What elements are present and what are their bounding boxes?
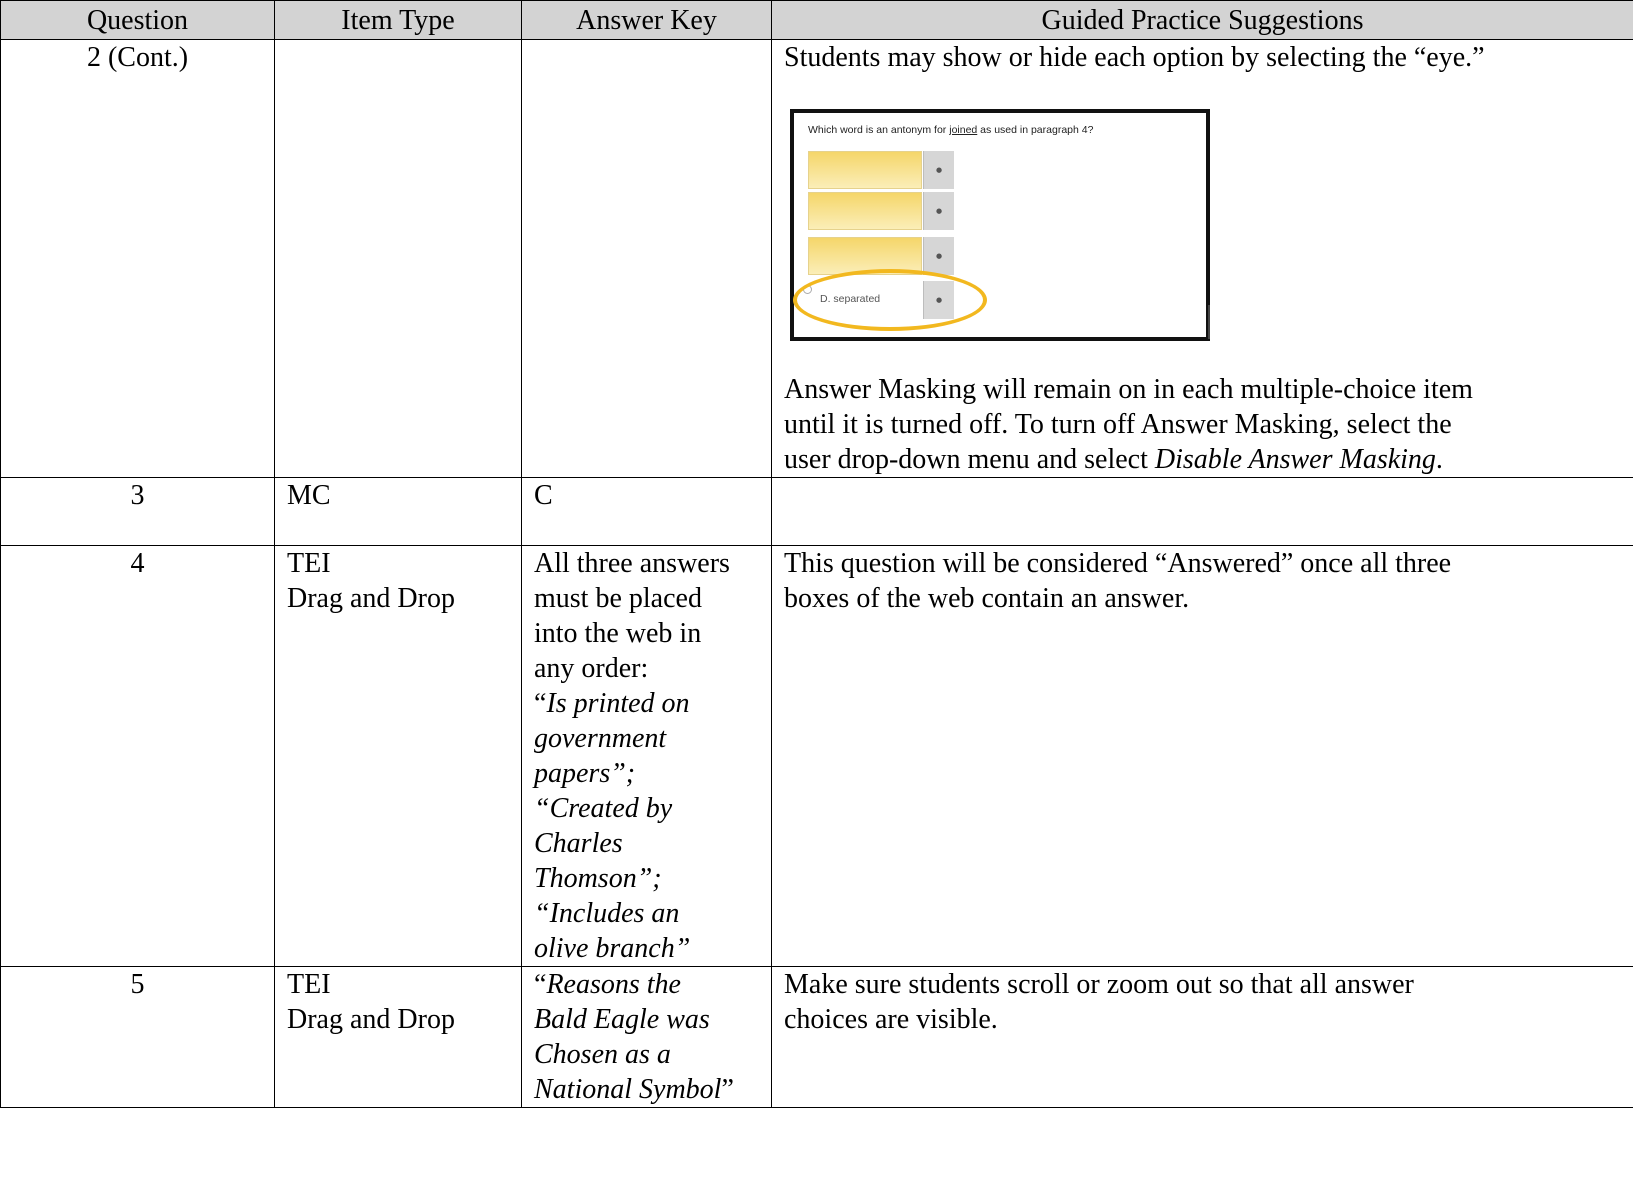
header-question: Question [1, 1, 275, 40]
answer-masking-screenshot [790, 109, 1212, 344]
answer-key-cell: “Reasons the Bald Eagle was Chosen as a National Symbol” [522, 967, 772, 1108]
answer-key-cell: All three answers must be placed into the web in any order: “Is printed on government papers”; “Created by Charles Thomson”; “Includes an olive branch” [522, 546, 772, 967]
guided-cell [772, 478, 1633, 546]
item-type-cell [275, 40, 522, 478]
table-row-4 [1, 546, 1633, 967]
answer-key-cell [522, 40, 772, 478]
question-number: 3 [1, 478, 275, 546]
item-type-cell: MC [275, 478, 522, 546]
option-mask-bar [808, 151, 922, 189]
item-type-cell: TEI Drag and Drop [275, 967, 522, 1108]
disable-answer-masking-text: Disable Answer Masking [1154, 444, 1436, 475]
text-cursor [1208, 305, 1210, 339]
masked-option-b [808, 192, 954, 230]
highlight-ellipse [793, 269, 987, 331]
option-mask-bar [808, 192, 922, 230]
guided-after-line-1: Answer Masking will remain on in each multiple-choice item [784, 374, 1473, 405]
header-guided-practice: Guided Practice Suggestions [772, 1, 1633, 40]
screenshot-question: Which word is an antonym for joined as used in paragraph 4? [808, 124, 1094, 136]
guided-cell [772, 40, 1633, 478]
option-d-label: D. separated [820, 293, 881, 305]
table-row-3 [1, 478, 1633, 546]
header-item-type: Item Type [275, 1, 522, 40]
guided-intro-text: Students may show or hide each option by selecting the “eye.” [784, 42, 1485, 73]
item-type-cell: TEI Drag and Drop [275, 546, 522, 967]
question-number: 5 [1, 967, 275, 1108]
header-answer-key: Answer Key [522, 1, 772, 40]
guided-after-line-3: user drop-down menu and select Disable Answer Masking. [784, 444, 1443, 475]
table-row-2-cont [1, 40, 1633, 478]
eye-icon: ● [923, 151, 954, 189]
guided-cell: This question will be considered “Answered” once all three boxes of the web contain an answer. [772, 546, 1633, 967]
question-number: 2 (Cont.) [1, 40, 275, 478]
masked-option-a [808, 151, 954, 189]
guided-cell: Make sure students scroll or zoom out so that all answer choices are visible. [772, 967, 1633, 1108]
guided-after-line-2: until it is turned off. To turn off Answer Masking, select the [784, 409, 1452, 440]
answer-key-cell: C [522, 478, 772, 546]
question-number: 4 [1, 546, 275, 967]
eye-icon: ● [923, 281, 954, 319]
header-row [1, 1, 1633, 40]
eye-icon: ● [923, 237, 954, 275]
eye-icon: ● [923, 192, 954, 230]
table-row-5 [1, 967, 1633, 1108]
